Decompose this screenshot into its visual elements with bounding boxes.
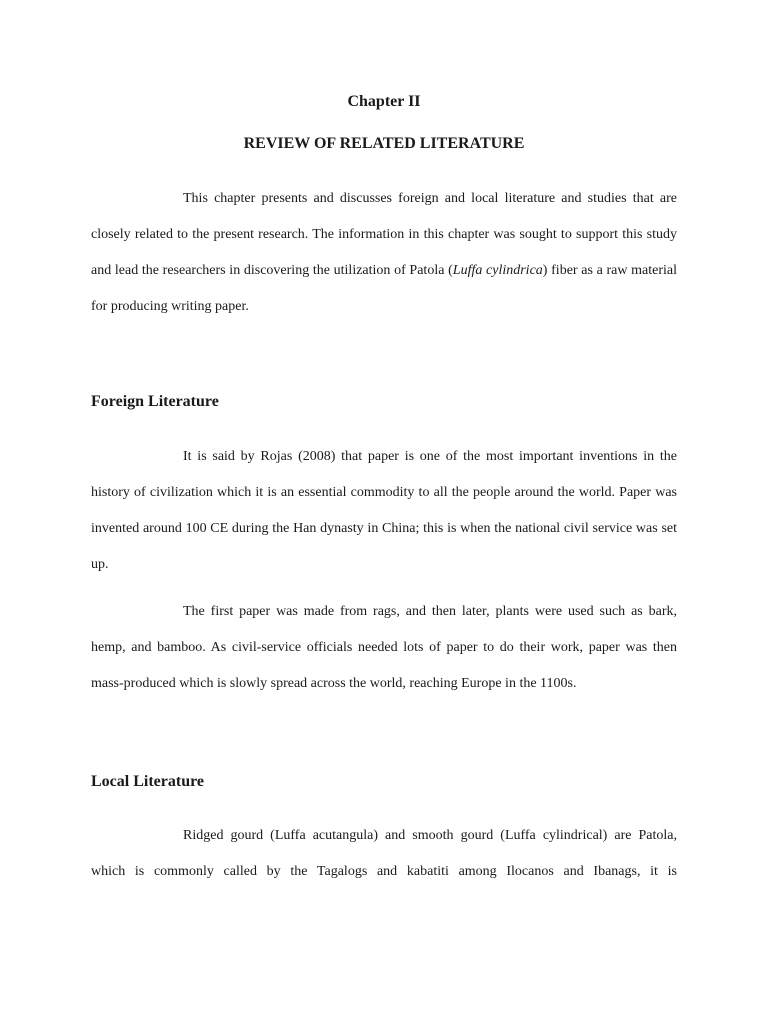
foreign-paragraph-1: It is said by Rojas (2008) that paper is one of the most important inventions in the history of civilization which it is an essential commodity to all the people around the world. Paper was invented around 100 CE during the Han dynasty in China; this is when the national civil service was set up. [91, 449, 677, 572]
intro-species-name: Luffa cylindrica [452, 263, 543, 278]
chapter-title: REVIEW OF RELATED LITERATURE [243, 135, 525, 152]
local-paragraph-1: Ridged gourd (Luffa acutangula) and smooth gourd (Luffa cylindrical) are Patola, which is commonly called by the Tagalogs and kabatiti among Ilocanos and Ibanags, it is [91, 828, 677, 879]
chapter-label: Chapter II [347, 93, 421, 110]
intro-paragraph [91, 181, 677, 325]
local-literature-heading: Local Literature [91, 773, 205, 790]
intro-text-end: ) fiber as a raw material for producing writing paper. [91, 263, 678, 314]
foreign-literature-heading: Foreign Literature [91, 393, 219, 410]
foreign-paragraph-2: The first paper was made from rags, and then later, plants were used such as bark, hemp, and bamboo. As civil-service officials needed lots of paper to do their work, paper was then mass-produced which is slowly spread across the world, reaching Europe in the 1100s. [91, 604, 677, 691]
intro-text-start: This chapter presents and discusses foreign and local literature and studies that are closely related to the present research. The information in this chapter was sought to support this study and lead the researchers in discovering the utilization of Patola ( [91, 191, 677, 278]
